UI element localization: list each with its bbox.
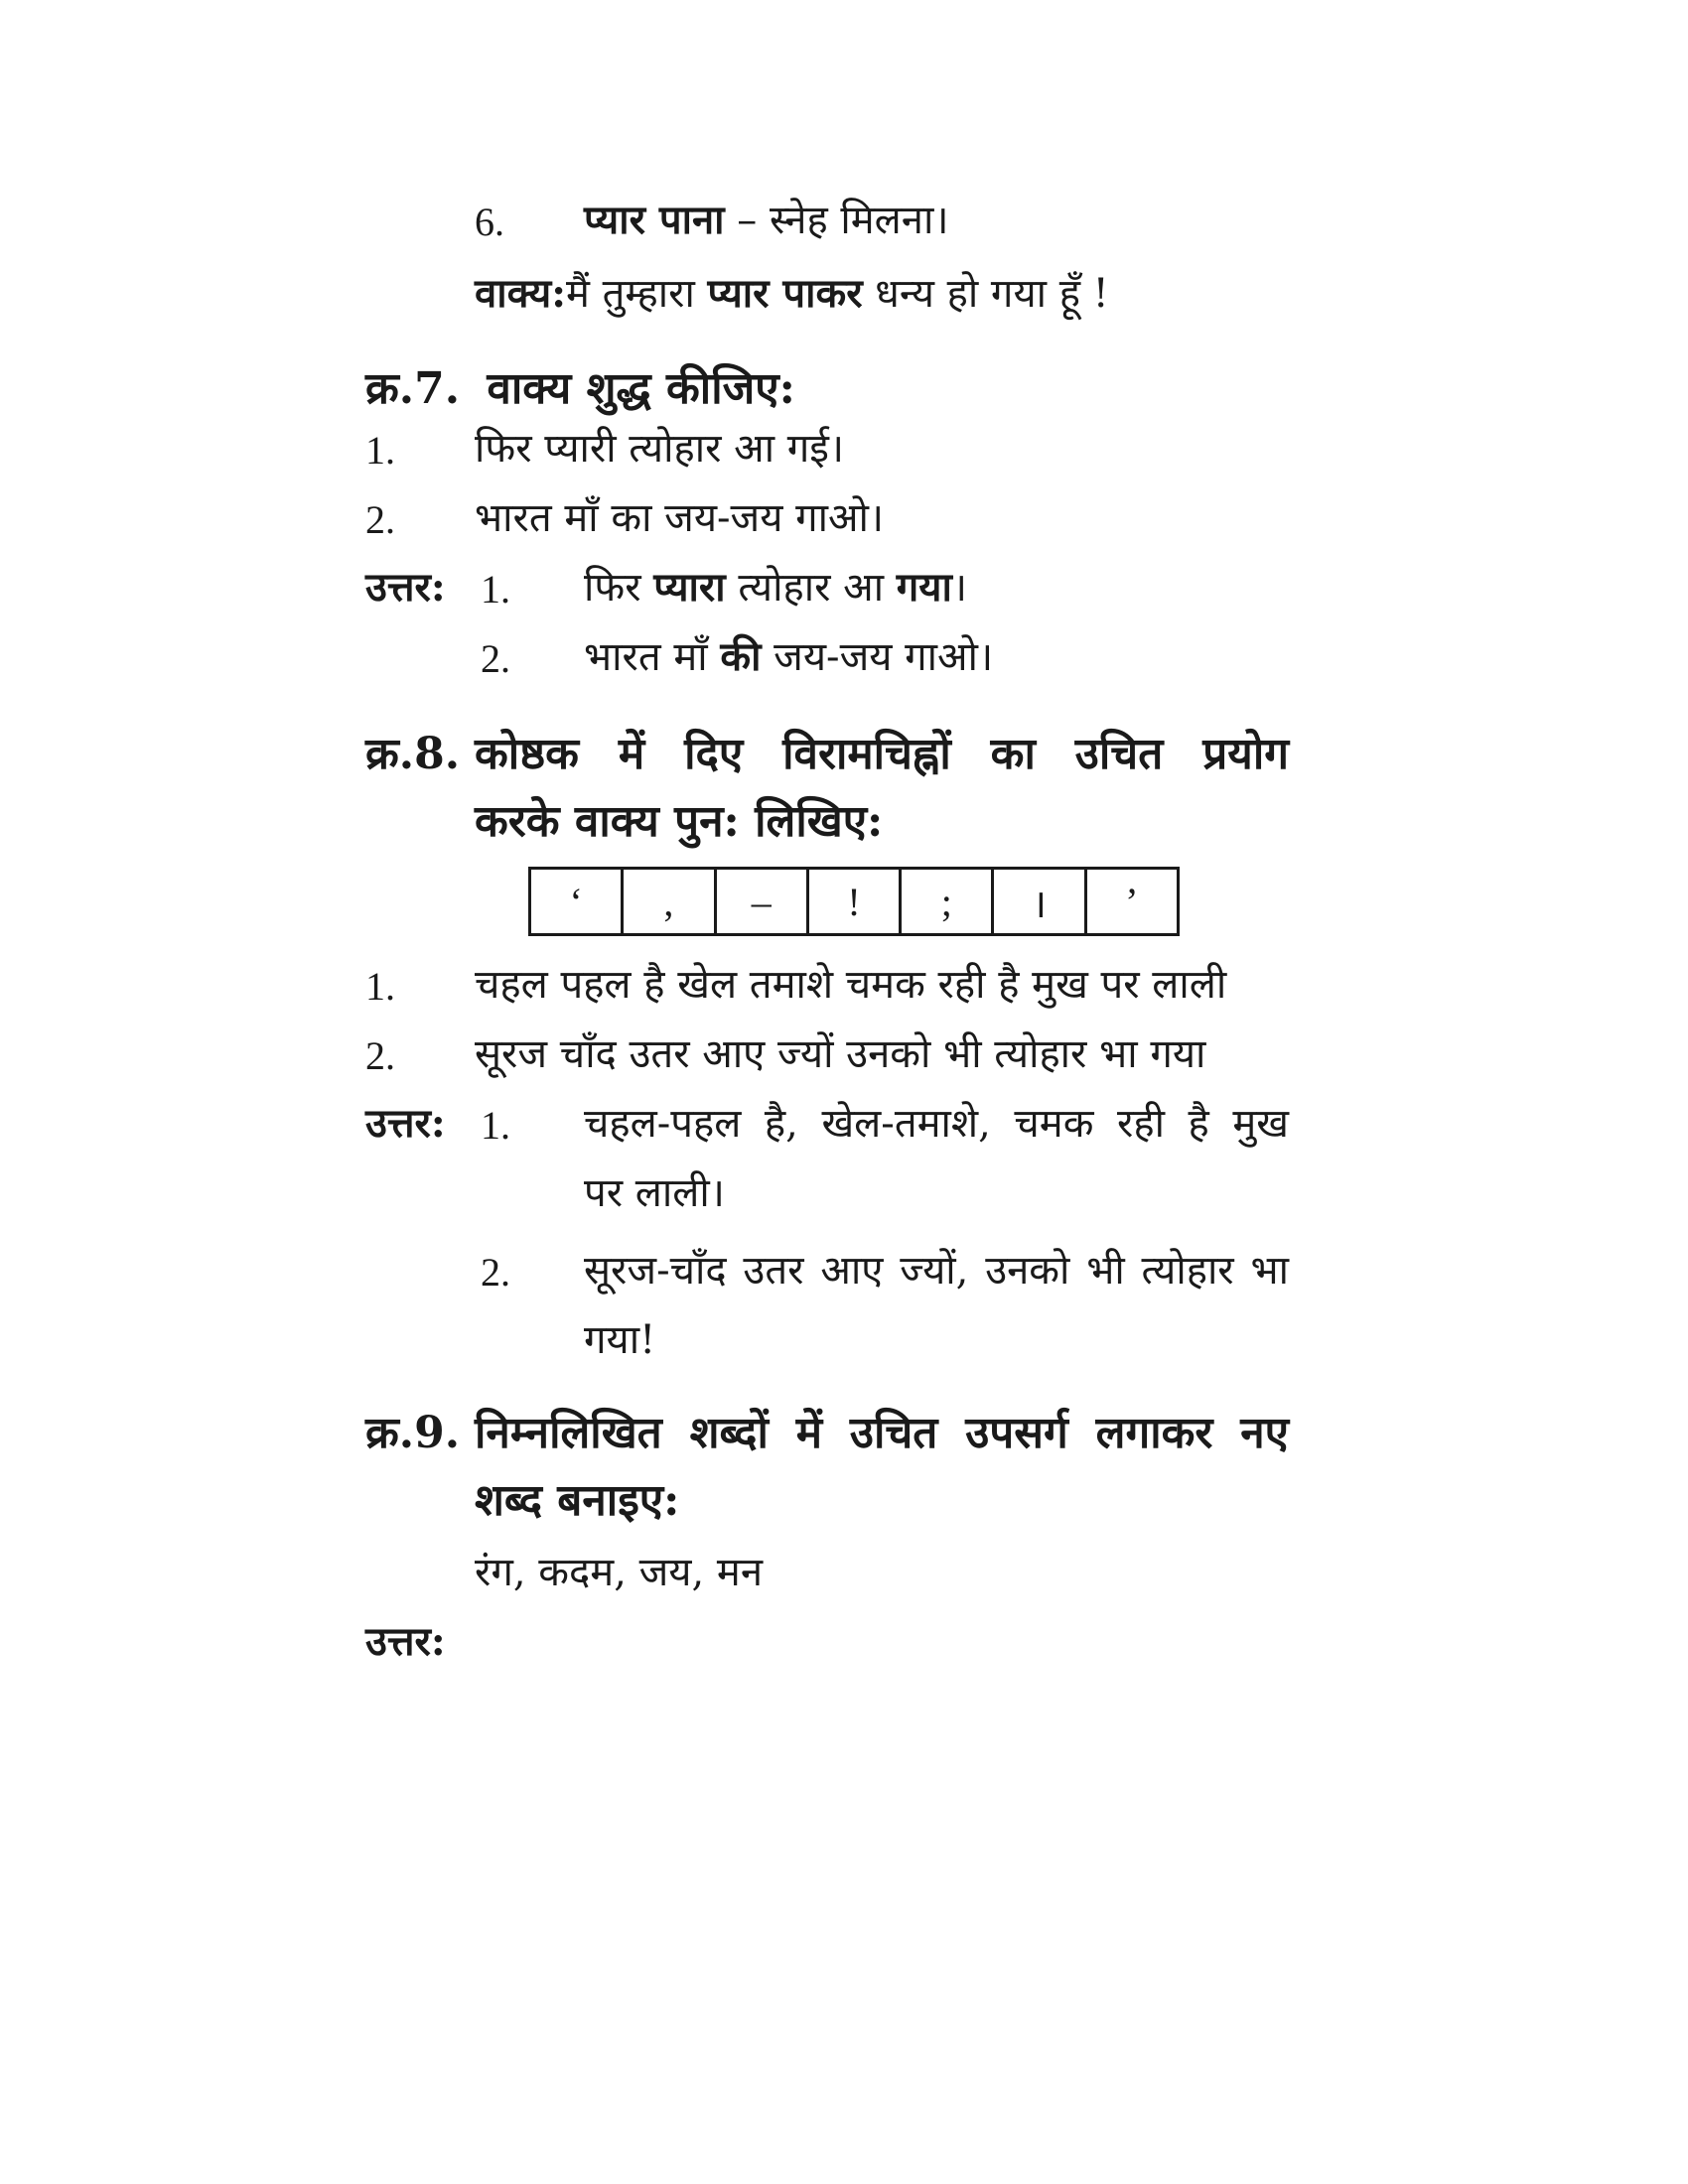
q8-answer-label: उत्तर:: [365, 1100, 446, 1147]
q9-words: रंग, कदम, जय, मन: [475, 1550, 764, 1595]
q7-answer1-part: त्योहार आ: [725, 565, 897, 611]
item6-sentence-bold: प्यार पाकर: [707, 270, 863, 317]
q8-answer1-number: 1.: [481, 1103, 510, 1148]
item6-sentence-post: धन्य हो गया हूँ !: [862, 271, 1109, 317]
q7-heading: [365, 359, 795, 419]
item6-sentence-label: वाक्य:: [475, 270, 566, 317]
q8-title-line2: करके वाक्य पुन: लिखिए:: [475, 796, 884, 847]
item6-sentence-pre: मैं तुम्हारा: [565, 271, 708, 317]
q7-answer1-bold: गया: [896, 564, 952, 611]
q7-answer1-part: ।: [951, 565, 968, 611]
q7-answer2-part: जय-जय गाओ।: [761, 634, 994, 680]
q8-item1-number: 1.: [365, 964, 395, 1009]
q7-label: क्र.7.: [365, 363, 461, 414]
q8-item2-text: सूरज चाँद उतर आए ज्यों उनको भी त्योहार भा गया: [475, 1031, 1206, 1077]
punctuation-mark: ’: [1125, 879, 1139, 924]
punctuation-mark: ,: [624, 870, 716, 933]
punctuation-mark: ‘: [531, 870, 624, 933]
item6-sentence: [475, 266, 1109, 322]
q9-answer-label: उत्तर:: [365, 1618, 446, 1665]
q8-item2-number: 2.: [365, 1033, 395, 1078]
q9-title-line2: शब्द बनाइए:: [475, 1475, 680, 1526]
q8-answer2-number: 2.: [481, 1250, 510, 1295]
q7-answer2-bold: की: [720, 633, 762, 680]
punctuation-mark: ;: [902, 870, 994, 933]
item6-number: 6.: [475, 200, 504, 244]
punctuation-mark: !: [809, 870, 902, 933]
punctuation-box: [528, 867, 1180, 936]
q7-answer2-text: [584, 629, 993, 685]
q7-answer2-number: 2.: [481, 636, 510, 681]
q7-title: वाक्य शुद्ध कीजिए:: [487, 363, 795, 414]
item6-idiom: प्यार पाना: [584, 197, 725, 243]
q7-answer1-text: [584, 560, 967, 615]
q7-answer2-part: भारत माँ: [584, 634, 721, 680]
q7-item2-number: 2.: [365, 497, 395, 542]
item6-meaning: – स्नेह मिलना।: [737, 198, 949, 243]
item6-idiom-line: [584, 193, 949, 248]
q7-answer1-part: फिर: [584, 565, 654, 611]
q8-answer1-line2: पर लाली।: [584, 1170, 725, 1216]
q8-title-line1: कोष्ठक में दिए विरामचिह्नों का उचित प्रयोग: [475, 729, 1289, 779]
q7-item2-text: भारत माँ का जय-जय गाओ।: [475, 495, 885, 541]
q8-item1-text: चहल पहल है खेल तमाशे चमक रही है मुख पर लाली: [475, 962, 1227, 1008]
q8-answer2-line2: गया!: [584, 1317, 656, 1363]
q8-answer1-line1: चहल-पहल है, खेल-तमाशे, चमक रही है मुख: [584, 1101, 1289, 1147]
punctuation-mark: –: [717, 870, 809, 933]
q7-answer1-number: 1.: [481, 567, 510, 612]
q7-item1-text: फिर प्यारी त्योहार आ गई।: [475, 426, 845, 472]
q8-answer2-line1: सूरज-चाँद उतर आए ज्यों, उनको भी त्योहार भा: [584, 1248, 1289, 1294]
punctuation-mark: ।: [994, 870, 1086, 933]
q9-title-line1: निम्नलिखित शब्दों में उचित उपसर्ग लगाकर नए: [475, 1408, 1289, 1458]
q7-answer1-bold: प्यारा: [653, 564, 726, 611]
q7-item1-number: 1.: [365, 428, 395, 473]
q9-label: क्र.9.: [365, 1408, 461, 1458]
q7-answer-label: उत्तर:: [365, 564, 446, 611]
q8-label: क्र.8.: [365, 729, 461, 779]
